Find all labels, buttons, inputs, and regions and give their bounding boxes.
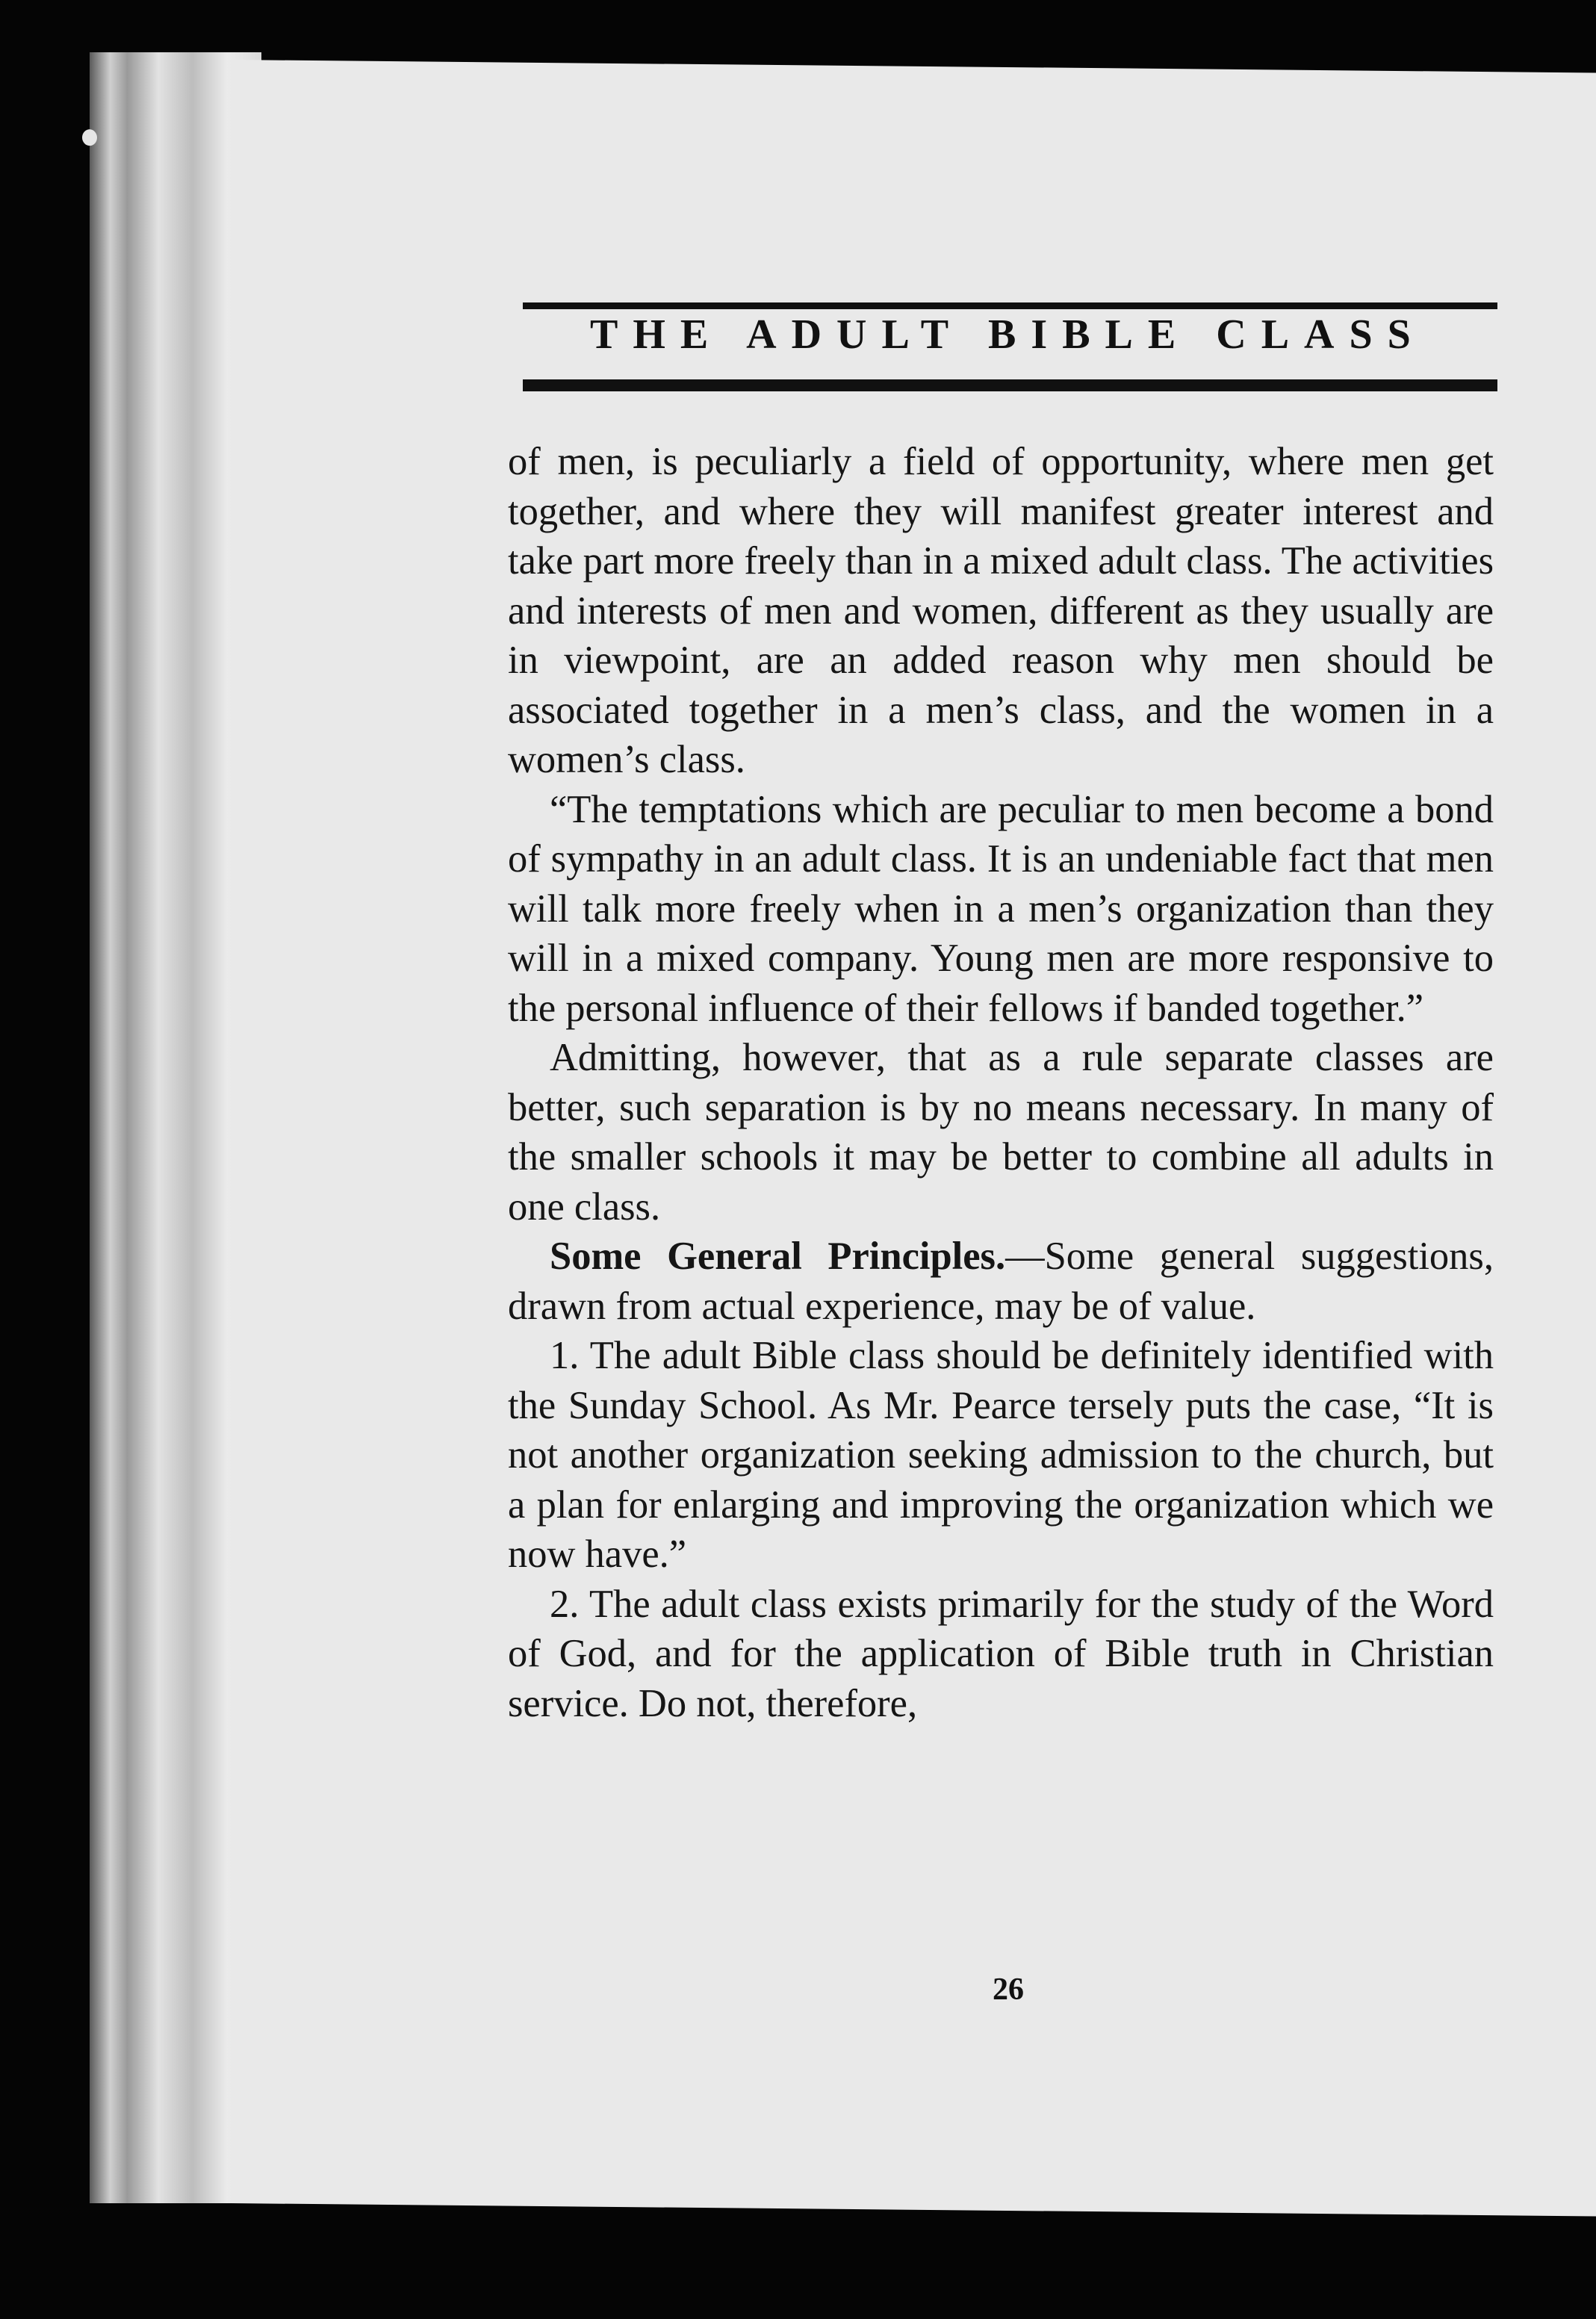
paragraph: 1. The adult Bible class should be definitely identified with the Sunday School. As Mr. Pearce tersely puts the case, “It is not another organization seeking admission to the church, but a plan for enlarging and improving the organization which we now have.”	[508, 1334, 1494, 1576]
page-number: 26	[993, 1972, 1024, 2007]
header-rule-top	[523, 302, 1497, 309]
principles-paragraph	[508, 1232, 1494, 1331]
body-text	[508, 437, 1494, 1728]
paragraph: Admitting, however, that as a rule separate classes are better, such separation is by no means necessary. In many of the smaller schools it may be better to combine all adults in one class.	[508, 1036, 1494, 1229]
section-intro: —Some general suggestions, drawn from actual experience, may be of value.	[508, 1235, 1494, 1328]
section-heading: Some General Principles.	[550, 1235, 1006, 1278]
dust-speck	[82, 129, 97, 146]
paragraph: “The temptations which are peculiar to men become a bond of sympathy in an adult class. It is an undeniable fact that men will talk more freely when in a men’s organization than they will in a mixed company. Young men are more responsive to the personal influence of their fellows if banded together.”	[508, 787, 1494, 1030]
paragraph: of men, is peculiarly a field of opportunity, where men get together, and where they will manifest greater interest and take part more freely than in a mixed adult class. The activities and interests of men and women, different as they usually are in viewpoint, are an added reason why men should be associated together in a men’s class, and the women in a women’s class.	[508, 440, 1494, 781]
header-rule-bottom	[523, 379, 1497, 391]
paragraph: 2. The adult class exists primarily for the study of the Word of God, and for the application of Bible truth in Christian service. Do not, therefore,	[508, 1582, 1494, 1725]
running-head: THE ADULT BIBLE CLASS	[590, 311, 1426, 358]
